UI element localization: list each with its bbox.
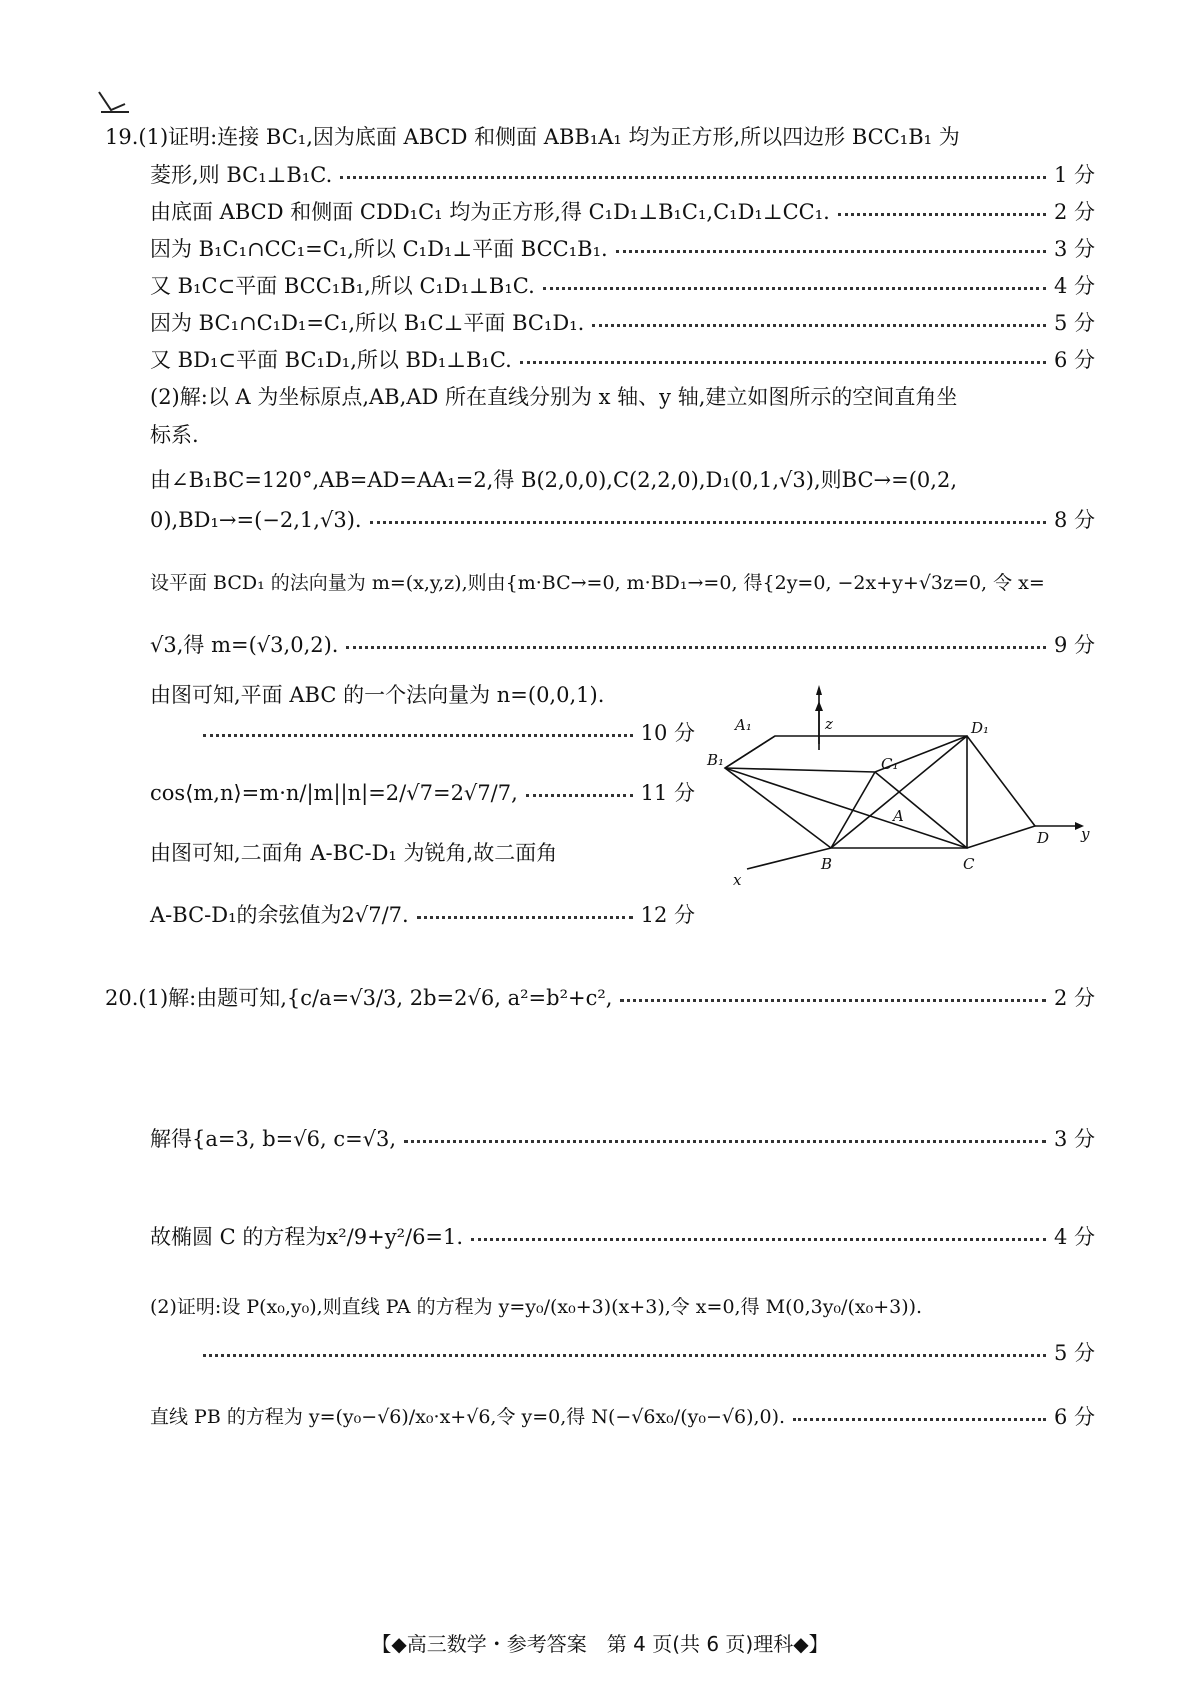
label-x: x	[733, 871, 742, 889]
score: 10 分	[640, 721, 695, 745]
row-19-5	[150, 271, 1095, 301]
line-20-3: 故椭圆 C 的方程为x²/9+y²/6=1.	[150, 1225, 464, 1249]
dotted-leader	[370, 521, 1046, 524]
geometry-figure	[707, 715, 1095, 940]
line-20-1: 20.(1)解:由题可知,{c/a=√3/3, 2b=2√6, a²=b²+c²,	[105, 986, 613, 1010]
dotted-leader	[793, 1418, 1046, 1421]
line-19-11: 0),BD₁→=(−2,1,√3).	[150, 508, 362, 532]
line-19-2: 菱形,则 BC₁⊥B₁C.	[150, 163, 333, 187]
dotted-leader	[616, 250, 1046, 253]
label-D1: D₁	[971, 719, 990, 737]
dotted-leader	[471, 1238, 1046, 1241]
score: 2 分	[1053, 200, 1095, 224]
score: 12 分	[640, 903, 695, 927]
score: 3 分	[1053, 1127, 1095, 1151]
score: 8 分	[1053, 508, 1095, 532]
dotted-leader	[417, 916, 633, 919]
row-20-1	[105, 983, 1095, 1013]
dotted-leader	[592, 324, 1046, 327]
line-19-12: 设平面 BCD₁ 的法向量为 m=(x,y,z),则由{m·BC→=0, m·BD₁→=0, 得{2y=0, −2x+y+√3z=0, 令 x=	[150, 572, 1045, 594]
line-19-16: 由图可知,二面角 A-BC-D₁ 为锐角,故二面角	[150, 841, 558, 865]
score: 5 分	[1053, 311, 1095, 335]
row-19-4	[150, 234, 1095, 264]
line-19-8: (2)解:以 A 为坐标原点,AB,AD 所在直线分别为 x 轴、y 轴,建立如图所示的空间直角坐	[150, 385, 958, 409]
score: 11 分	[640, 781, 695, 805]
line-20-5: 直线 PB 的方程为 y=(y₀−√6)/x₀·x+√6,令 y=0,得 N(−√6x₀/(y₀−√6),0).	[150, 1406, 786, 1428]
line-19-9: 标系.	[150, 423, 199, 447]
axis-arrows	[816, 685, 1084, 830]
row-19-3	[150, 197, 1095, 227]
score: 4 分	[1053, 1225, 1095, 1249]
line-19-15: cos⟨m,n⟩=m·n/|m||n|=2/√7=2√7/7,	[150, 781, 518, 805]
label-C1: C₁	[881, 755, 899, 773]
dotted-leader	[520, 361, 1046, 364]
row-19-17	[150, 900, 695, 930]
line-20-2: 解得{a=3, b=√6, c=√3,	[150, 1127, 397, 1151]
dotted-leader	[346, 646, 1045, 649]
dotted-leader	[620, 999, 1046, 1002]
dotted-leader	[203, 1354, 1046, 1357]
page-footer: 【◆高三数学・参考答案 第 4 页(共 6 页)理科◆】	[371, 1632, 829, 1656]
line-19-6: 因为 BC₁∩C₁D₁=C₁,所以 B₁C⊥平面 BC₁D₁.	[150, 311, 585, 335]
line-19-7: 又 BD₁⊂平面 BC₁D₁,所以 BD₁⊥B₁C.	[150, 348, 512, 372]
row-19-13	[150, 630, 1095, 660]
line-19-13: √3,得 m=(√3,0,2).	[150, 633, 339, 657]
label-D: D	[1037, 829, 1050, 847]
score: 3 分	[1053, 237, 1095, 261]
score: 1 分	[1053, 163, 1095, 187]
corner-mark-icon	[95, 90, 133, 116]
label-z: z	[825, 715, 833, 733]
line-20-4: (2)证明:设 P(x₀,y₀),则直线 PA 的方程为 y=y₀/(x₀+3)(x+3),令 x=0,得 M(0,3y₀/(x₀+3)).	[150, 1296, 923, 1318]
line-19-3: 由底面 ABCD 和侧面 CDD₁C₁ 均为正方形,得 C₁D₁⊥B₁C₁,C₁D₁⊥CC₁.	[150, 200, 830, 224]
score: 6 分	[1053, 1405, 1095, 1429]
row-20-4b	[195, 1338, 1095, 1368]
score: 5 分	[1053, 1341, 1095, 1365]
row-19-7	[150, 345, 1095, 375]
dotted-leader	[838, 213, 1046, 216]
label-y: y	[1081, 825, 1090, 843]
label-B1: B₁	[707, 751, 725, 769]
dotted-leader	[203, 734, 633, 737]
line-19-10: 由∠B₁BC=120°,AB=AD=AA₁=2,得 B(2,0,0),C(2,2,0),D₁(0,1,√3),则BC→=(0,2,	[150, 468, 958, 492]
score: 4 分	[1053, 274, 1095, 298]
label-A1: A₁	[735, 716, 752, 734]
row-20-3	[150, 1222, 1095, 1252]
row-19-2	[150, 160, 1095, 190]
score: 2 分	[1053, 986, 1095, 1010]
row-20-2	[150, 1124, 1095, 1154]
row-19-11	[150, 505, 1095, 535]
row-19-15	[150, 778, 695, 808]
label-C: C	[963, 855, 975, 873]
dotted-leader	[543, 287, 1046, 290]
label-A: A	[893, 807, 904, 825]
line-19-4: 因为 B₁C₁∩CC₁=C₁,所以 C₁D₁⊥平面 BCC₁B₁.	[150, 237, 608, 261]
row-19-14b	[195, 718, 695, 748]
label-B: B	[821, 855, 833, 873]
score: 9 分	[1053, 633, 1095, 657]
row-20-5	[150, 1402, 1095, 1432]
dotted-leader	[526, 794, 633, 797]
z-arrow-icon	[815, 701, 823, 711]
line-19-17: A-BC-D₁的余弦值为2√7/7.	[150, 903, 409, 927]
dotted-leader	[404, 1140, 1046, 1143]
score: 6 分	[1053, 348, 1095, 372]
line-19-1: 19.(1)证明:连接 BC₁,因为底面 ABCD 和侧面 ABB₁A₁ 均为正方形,所以四边形 BCC₁B₁ 为	[105, 125, 960, 149]
line-19-14: 由图可知,平面 ABC 的一个法向量为 n=(0,0,1).	[150, 683, 605, 707]
line-19-5: 又 B₁C⊂平面 BCC₁B₁,所以 C₁D₁⊥B₁C.	[150, 274, 535, 298]
dotted-leader	[340, 176, 1046, 179]
figure-edges	[725, 690, 1075, 869]
row-19-6	[150, 308, 1095, 338]
